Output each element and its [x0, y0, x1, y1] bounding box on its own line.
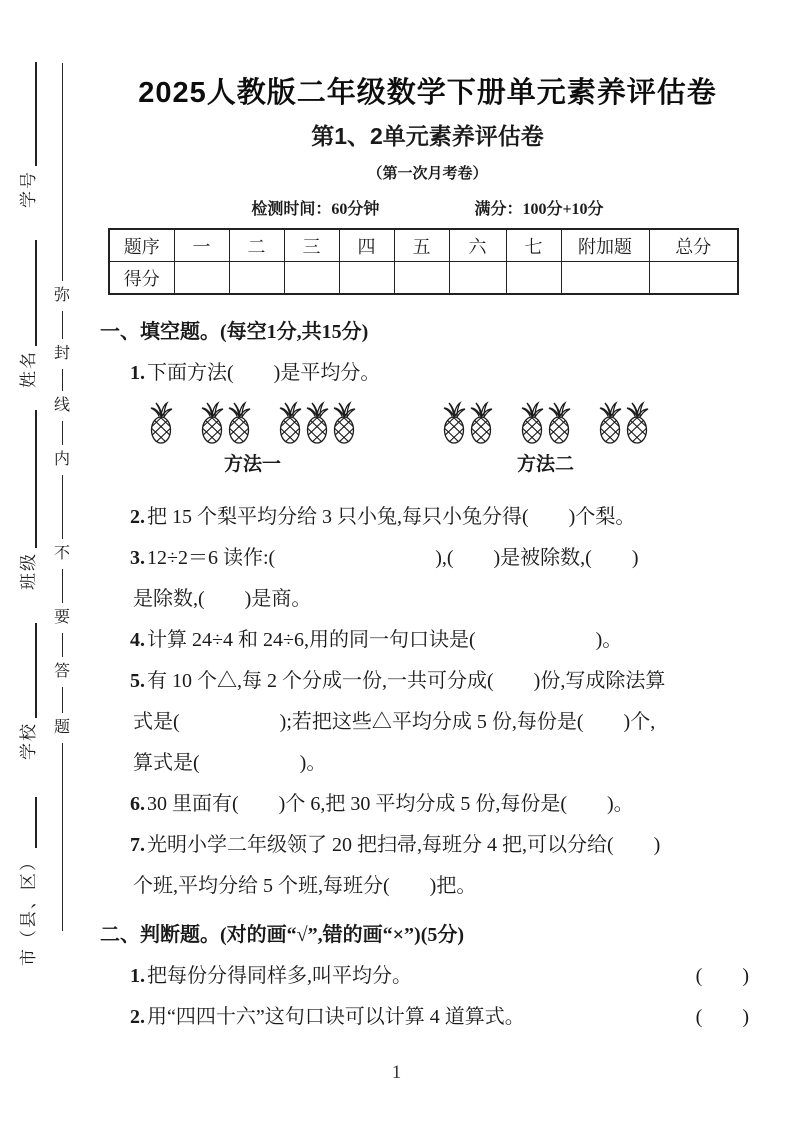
pineapple-icon — [226, 401, 252, 446]
question-1 — [100, 361, 755, 385]
exam-title: 2025人教版二年级数学下册单元素养评估卷 — [138, 77, 717, 109]
question-text: 用“四四十六”这句口诀可以计算 4 道算式。 — [147, 1006, 525, 1028]
method-one-pineapples — [148, 401, 357, 446]
score-header-cell: 三 — [284, 229, 339, 262]
score-cell-empty — [229, 262, 284, 295]
exam-subtitle: 第1、2单元素养评估卷 — [311, 123, 544, 149]
seal-field-name — [16, 240, 42, 388]
judgment-question-2 — [100, 1005, 755, 1029]
score-header-cell: 七 — [506, 229, 561, 262]
question-5 — [100, 669, 755, 693]
fold-line-dash — [62, 421, 63, 445]
score-cell-empty — [506, 262, 561, 295]
fold-line-char: 题 — [53, 719, 70, 736]
judgment-text — [130, 964, 412, 988]
question-3-continued: 是除数,( )是商。 — [133, 588, 312, 610]
class-label: 班级 — [19, 552, 38, 590]
pineapple-icon — [546, 401, 572, 446]
question-text: 12÷2＝6 读作:( ),( )是被除数,( ) — [147, 547, 639, 569]
class-blank-line — [35, 410, 37, 548]
pineapple-icon — [441, 401, 467, 446]
student-id-blank-line — [35, 62, 37, 166]
score-header-cell: 附加题 — [561, 229, 649, 262]
question-text: 把 15 个梨平均分给 3 只小兔,每只小兔分得( )个梨。 — [147, 506, 636, 528]
score-table-header-row — [109, 229, 738, 262]
score-cell-empty — [174, 262, 229, 295]
seal-field-school — [16, 623, 42, 760]
question-text: 下面方法( )是平均分。 — [147, 362, 381, 384]
seal-field-class — [16, 410, 42, 590]
seal-field-student-id — [16, 62, 42, 208]
fold-line-char: 答 — [53, 663, 70, 680]
question-number: 7. — [130, 834, 145, 856]
figure-method-two — [441, 401, 650, 476]
name-blank-line — [35, 240, 37, 346]
pineapple-icon — [519, 401, 545, 446]
school-label: 学校 — [19, 722, 38, 760]
fold-line-dash — [62, 633, 63, 657]
question-5-continued: 式是( );若把这些△平均分成 5 份,每份是( )个, — [133, 711, 656, 733]
score-cell-empty — [284, 262, 339, 295]
pineapple-group — [519, 401, 572, 446]
question-2 — [100, 505, 755, 529]
question-1-figure — [100, 401, 755, 476]
pineapple-icon — [199, 401, 225, 446]
question-6 — [100, 792, 755, 816]
question-number: 2. — [130, 506, 145, 528]
pineapple-group — [148, 401, 174, 446]
score-table-score-row — [109, 262, 738, 295]
name-label: 姓名 — [19, 350, 38, 388]
method-two-pineapples — [441, 401, 650, 446]
score-header-cell: 一 — [174, 229, 229, 262]
question-5-continued: 算式是( )。 — [133, 752, 327, 774]
exam-time: 检测时间：60分钟 — [251, 201, 380, 218]
pineapple-group — [277, 401, 357, 446]
score-header-cell: 五 — [394, 229, 449, 262]
question-text: 光明小学二年级领了 20 把扫帚,每班分 4 把,可以分给( ) — [147, 834, 661, 856]
pineapple-group — [441, 401, 494, 446]
city-label: 市（县、区） — [19, 852, 38, 966]
pineapple-icon — [304, 401, 330, 446]
question-7-continued: 个班,平均分给 5 个班,每班分( )把。 — [133, 875, 477, 897]
pineapple-icon — [331, 401, 357, 446]
page-number: 1 — [391, 1062, 402, 1083]
fold-line-dash — [62, 569, 63, 603]
fold-line-char: 线 — [53, 397, 70, 414]
question-7 — [100, 833, 755, 857]
fold-line-dash — [62, 311, 63, 339]
method-two-label: 方法二 — [516, 454, 574, 475]
pineapple-group — [597, 401, 650, 446]
school-blank-line — [35, 623, 37, 718]
score-table — [108, 228, 739, 295]
answer-blank: ( ) — [695, 965, 749, 987]
score-row-label: 得分 — [109, 262, 174, 295]
pineapple-icon — [277, 401, 303, 446]
exam-info-line — [100, 196, 755, 219]
fold-line-dash — [62, 63, 63, 281]
question-3 — [100, 546, 755, 570]
score-header-cell: 四 — [339, 229, 394, 262]
score-cell-empty — [649, 262, 738, 295]
pineapple-group — [199, 401, 252, 446]
question-text: 把每份分得同样多,叫平均分。 — [147, 965, 412, 987]
question-number: 4. — [130, 629, 145, 651]
pineapple-icon — [597, 401, 623, 446]
question-text: 有 10 个△,每 2 个分成一份,一共可分成( )份,写成除法算 — [147, 670, 666, 692]
question-text: 计算 24÷4 和 24÷6,用的同一句口诀是( )。 — [147, 629, 623, 651]
score-cell-empty — [394, 262, 449, 295]
score-header-cell: 题序 — [109, 229, 174, 262]
fold-line-dash — [62, 369, 63, 391]
exam-note: （第一次月考卷） — [367, 166, 488, 182]
question-text: 30 里面有( )个 6,把 30 平均分成 5 份,每份是( )。 — [147, 793, 634, 815]
method-one-label: 方法一 — [223, 454, 281, 475]
score-header-cell: 二 — [229, 229, 284, 262]
judgment-question-1 — [100, 964, 755, 988]
fold-line-char: 弥 — [53, 287, 70, 304]
fold-line-char: 要 — [53, 609, 70, 626]
judgment-text — [130, 1005, 525, 1029]
exam-paper — [100, 0, 755, 1029]
seal-field-city — [16, 797, 42, 966]
city-blank-line — [35, 797, 37, 848]
score-cell-empty — [561, 262, 649, 295]
question-number: 2. — [130, 1006, 145, 1028]
fold-line-dash — [62, 475, 63, 539]
fold-line-dash — [62, 687, 63, 713]
pineapple-icon — [624, 401, 650, 446]
score-header-cell: 六 — [449, 229, 506, 262]
pineapple-icon — [468, 401, 494, 446]
question-number: 5. — [130, 670, 145, 692]
score-cell-empty — [449, 262, 506, 295]
seal-fold-line — [52, 63, 72, 931]
fold-line-char: 不 — [53, 545, 70, 562]
section1-heading: 一、填空题。(每空1分,共15分) — [100, 321, 369, 343]
pineapple-icon — [148, 401, 174, 446]
fold-line-char: 内 — [53, 451, 70, 468]
figure-method-one — [148, 401, 357, 476]
score-header-cell: 总分 — [649, 229, 738, 262]
answer-blank: ( ) — [695, 1006, 749, 1028]
exam-full-score: 满分：100分+10分 — [474, 201, 604, 218]
score-cell-empty — [339, 262, 394, 295]
question-number: 6. — [130, 793, 145, 815]
student-id-label: 学号 — [19, 170, 38, 208]
section2-heading: 二、判断题。(对的画“√”,错的画“×”)(5分) — [100, 924, 465, 946]
question-number: 3. — [130, 547, 145, 569]
question-number: 1. — [130, 362, 145, 384]
question-4 — [100, 628, 755, 652]
question-number: 1. — [130, 965, 145, 987]
fold-line-char: 封 — [53, 345, 70, 362]
fold-line-dash — [62, 743, 63, 931]
